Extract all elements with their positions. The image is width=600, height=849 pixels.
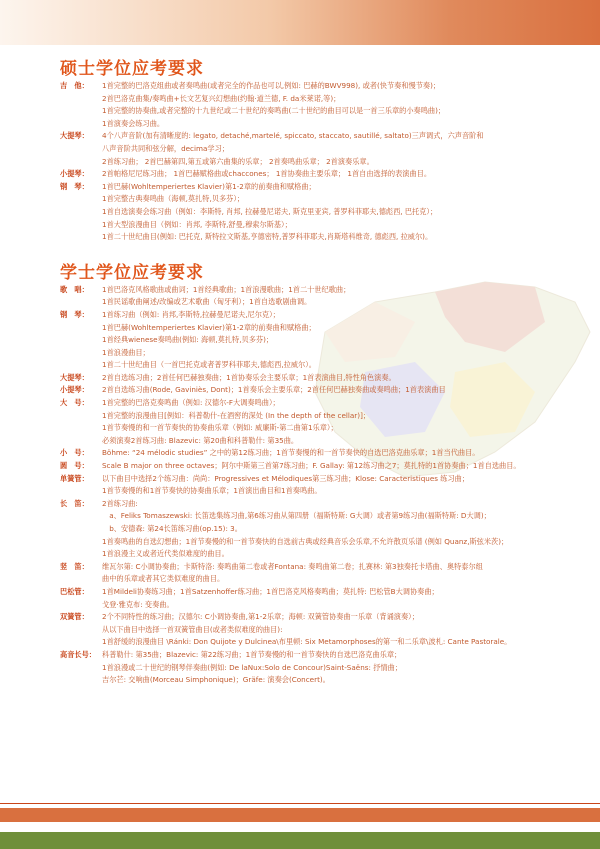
requirement-line: 1首节奏慢的和一首节奏快的协奏曲乐章（例如: 威廉斯-第二曲第1乐章）； [102, 423, 338, 433]
requirement-line: 2首练习曲: [102, 498, 138, 508]
section-bachelors [60, 262, 580, 687]
requirement-line: 2首巴洛克曲集/奏鸣曲+长文艺复兴幻想曲(约翰·道兰德, F. da米莱诺,等)； [102, 93, 341, 103]
requirement-line: 科普勒什: 第35曲；Blazevic: 第22练习曲；1首节奏慢的和一首节奏快的自选巴洛克曲乐章； [102, 649, 402, 659]
requirement-line: 1首练习曲（例如: 肖邦,李斯特,拉赫曼尼诺夫,尼尔克）； [102, 309, 280, 319]
instrument-label: 小 号： [60, 448, 89, 458]
requirement-line: 1首完整的浪漫曲目[例如：科普勒什-在酒窖的深处 (In the depth of the cellar)]； [102, 410, 371, 420]
entry-trumpet [60, 447, 580, 460]
instrument-label: 大提琴： [60, 372, 89, 382]
entry-bassoon [60, 586, 580, 611]
entry-guitar [60, 80, 580, 130]
requirement-line: 2首自选练习曲(Rode, Gaviniès, Dont)；1首奏乐会主要乐章；2首任何巴赫独奏曲或奏鸣曲；1首表演曲目 [102, 385, 446, 395]
instrument-label: 小提琴： [60, 169, 89, 179]
instrument-label: 高音长号： [60, 649, 96, 659]
entry-cello [60, 372, 580, 385]
instrument-label: 钢 琴： [60, 181, 89, 191]
instrument-label: 单簧管： [60, 473, 89, 483]
requirement-line: 1首二十世纪曲目（一首巴托克或者普罗科菲耶夫,德彪西,拉威尔）。 [102, 360, 316, 370]
entry-tuba [60, 397, 580, 447]
requirement-line: 2首帕格尼尼练习曲； 1首巴赫赋格曲或chaccones； 1首协奏曲主要乐章； 1首自由选择的表演曲目。 [102, 169, 432, 179]
requirement-line: 1首浪漫曲目； [102, 347, 150, 357]
divider-line [0, 803, 600, 804]
requirement-line: 1首浪漫主义或者近代类似难度的曲目。 [102, 549, 229, 559]
requirement-line: 1首巴赫(Wohltemperiertes Klavier)第1-2章的前奏曲和赋格曲； [102, 181, 316, 191]
entry-voice [60, 284, 580, 309]
requirement-line: 1首Mildeli协奏练习曲；1首Satzenhoffer练习曲；1首巴洛克风格奏鸣曲；莫扎特: 巴松管B大调协奏曲； [102, 586, 439, 596]
entry-cello [60, 130, 580, 168]
requirement-line: 1首完整的巴洛克组曲或者奏鸣曲(或者完全的作品也可以,例如: 巴赫的BWV998), 或者(快节奏和慢节奏)； [102, 81, 441, 90]
requirement-line: 1首节奏慢的和1首节奏快的协奏曲乐章；1首演出曲目和1首奏鸣曲。 [102, 486, 322, 496]
instrument-label: 小提琴： [60, 385, 89, 395]
instrument-label: 竖 笛： [60, 561, 89, 571]
section-masters [60, 58, 580, 244]
section-title: 硕士学位应考要求 [60, 59, 204, 79]
requirement-line: 八声音阶共同和弦分解，decima学习； [102, 143, 229, 153]
requirement-line: 2个不同特性的练习曲；汉德尔: C小调协奏曲,第1-2乐章；海顿: 双簧管协奏曲一乐章（背诵演奏）； [102, 612, 419, 622]
requirement-line: 1首完整古典奏鸣曲（海顿,莫扎特,贝多芬）； [102, 194, 245, 204]
requirement-line: 1首浪漫或二十世纪的钢琴伴奏曲(例如: De laNux:Solo de Concour)Saint-Saëns: 抒情曲； [102, 662, 402, 672]
instrument-label: 吉 他： [60, 81, 89, 90]
requirement-line: 2首自选练习曲；2首任何巴赫独奏曲；1首协奏乐会主要乐章；1首表演曲目,特性角色演奏。 [102, 372, 396, 382]
requirement-line: 必须演奏2首练习曲: Blazevic: 第20曲和科普勒什: 第35曲。 [102, 435, 299, 445]
requirement-line: 从以下曲目中选择一首双簧管曲目(或者类似难度的曲目): [102, 624, 283, 634]
admission-requirements [60, 58, 580, 687]
instrument-label: 大 号： [60, 398, 89, 408]
entry-piano [60, 181, 580, 244]
requirement-line: 1首奏鸣曲的自选幻想曲；1首节奏慢的和一首节奏快的自选前古典或经典音乐会乐章,不允许散页乐谱 (例如 Quanz,斯弦米茨)； [102, 536, 509, 546]
requirement-line: a、Feliks Tomaszewski: 长笛选集练习曲,第6练习曲从第四册（福斯特斯: G大调）或者第9练习曲(福斯特斯: D大调)； [102, 511, 491, 521]
footer-gap [0, 822, 600, 832]
instrument-label: 大提琴： [60, 131, 89, 141]
entry-violin [60, 384, 580, 397]
entry-violin [60, 168, 580, 181]
requirement-line: 1首自选演奏会练习曲（例如：李斯特, 肖邦, 拉赫曼尼诺夫, 斯克里亚宾, 普罗科菲耶夫,德彪西, 巴托克）； [102, 206, 438, 216]
instrument-label: 长 笛： [60, 498, 89, 508]
footer-green-stripe [0, 832, 600, 849]
requirement-line: 1首民谣歌曲阐述/改编或艺术歌曲（匈牙利）；1首自选歌剧曲调。 [102, 297, 312, 307]
requirement-line: Scale B major on three octaves；阿尔中斯第三首第7练习曲；F. Gallay: 第12练习曲之7；莫扎特的1首协奏曲；1首自选曲目。 [102, 461, 521, 471]
instrument-label: 歌 唱： [60, 284, 89, 294]
instrument-label: 巴松管： [60, 586, 89, 596]
requirement-line: 1首巴赫(Wohltemperiertes Klavier)第1-2章的前奏曲和赋格曲； [102, 322, 316, 332]
requirement-line: 吉尔芒: 交响曲(Morceau Simphonique)；Gräfe: 演奏会(Concert)。 [102, 675, 330, 685]
requirement-line: b、安德森: 第24长笛练习曲(op.15): 3。 [102, 524, 242, 533]
entry-flute [60, 498, 580, 561]
instrument-label: 钢 琴： [60, 309, 89, 319]
requirement-line: 曲中的乐章或者其它类似难度的曲目。 [102, 574, 225, 584]
requirement-line: 1首大型浪漫曲目（例如：肖邦, 李斯特,舒曼,穆索尔斯基）； [102, 219, 292, 229]
requirement-line: 戈登·雅克布: 变奏曲。 [102, 599, 174, 609]
requirement-line: 1首演奏会练习曲。 [102, 118, 165, 128]
instrument-label: 双簧管： [60, 612, 89, 622]
footer-orange-stripe [0, 808, 600, 822]
header-gradient-bar [0, 0, 600, 45]
requirement-line: 1首完整的巴洛克奏鸣曲（例如: 汉德尔-F大调奏鸣曲）； [102, 398, 280, 408]
requirement-line: 以下曲目中选择2个练习曲：尚尚：Progressives et Mélodiques第三练习曲；Klose: Caracteristiques 练习曲； [102, 473, 470, 483]
requirement-line: 1首完整的协奏曲,或者完整的十九世纪或二十世纪的奏鸣曲(二十世纪的曲目可以是一首三乐章的小奏鸣曲)； [102, 106, 446, 116]
instrument-label: 圆 号： [60, 461, 89, 471]
requirement-line: Böhme: “24 mélodic studies” 之中的第12练习曲；1首节奏慢的和一首节奏快的自选巴洛克曲乐章；1首当代曲目。 [102, 448, 480, 458]
entry-recorder [60, 561, 580, 586]
entry-clarinet [60, 473, 580, 498]
entry-horn [60, 460, 580, 473]
section-title: 学士学位应考要求 [60, 262, 204, 283]
requirement-line: 1首巴洛克风格歌曲或曲词；1首经典歌曲；1首浪漫歌曲；1首二十世纪歌曲； [102, 284, 351, 294]
requirement-line: 1首舒缓的浪漫曲目 \Ránki: Don Quijote y Dulcinea\布里顿: Six Metamorphoses的第一和二乐章\波札: Cante Pastorale。 [102, 637, 512, 647]
requirement-line: 2首练习曲； 2首巴赫第四,第五或第六曲集的乐章； 2首奏鸣曲乐章； 2首演奏乐章。 [102, 156, 374, 166]
entry-oboe [60, 611, 580, 649]
requirement-line: 维瓦尔第: C小调协奏曲；卡斯特洛: 奏鸣曲第二卷或者Fontana: 奏鸣曲第二卷；扎赛林: 第3独奏托卡塔曲、奥特泰尔组 [102, 561, 483, 571]
requirement-line: 1首经典wienese奏鸣曲(例如: 海顿,莫扎特,贝多芬)； [102, 335, 274, 345]
entry-piano [60, 309, 580, 372]
requirement-line: 4个八声音阶(加有清晰度的: legato, detaché,martelé, spiccato, staccato, sautillé, saltato)三声调式，六声音阶和 [102, 131, 484, 141]
requirement-line: 1首二十世纪曲目(例如: 巴托克, 斯特拉文斯基,亨德密特,普罗科菲耶夫,肖斯塔科维奇, 德彪西, 拉威尔)。 [102, 232, 433, 242]
entry-alto-trombone [60, 649, 580, 687]
